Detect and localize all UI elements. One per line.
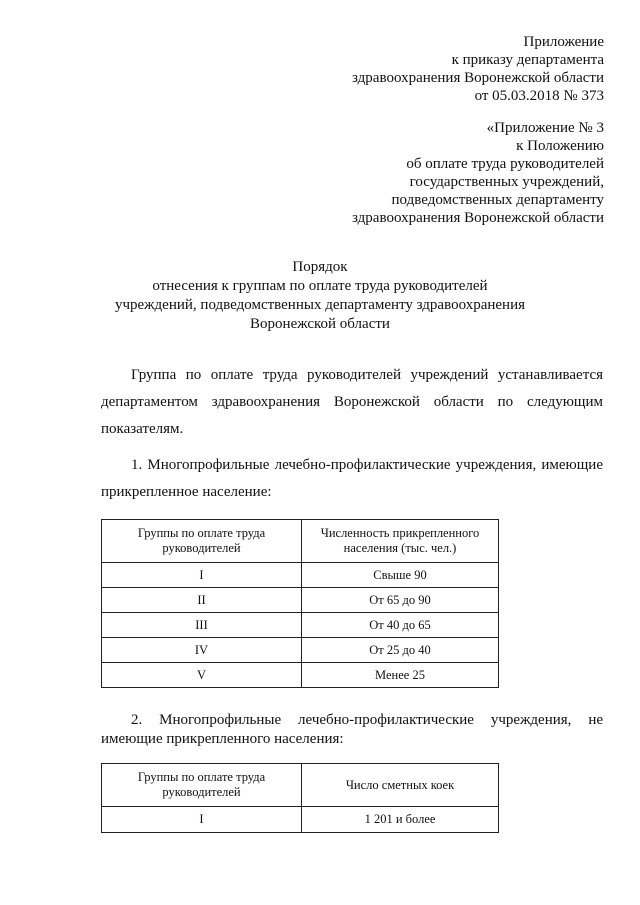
title-line: Порядок bbox=[292, 259, 348, 275]
title-line: Воронежской области bbox=[250, 316, 390, 332]
appendix-reference-line: подведомственных департаменту bbox=[391, 192, 604, 208]
table-row bbox=[102, 663, 499, 688]
column-header-beds: Число сметных коек bbox=[302, 764, 499, 807]
column-header-group: Группы по оплате труда руководителей bbox=[102, 520, 302, 563]
table-row bbox=[102, 613, 499, 638]
group-cell: II bbox=[102, 588, 302, 613]
section-1-text: 1. Многопрофильные лечебно-профилактические учреждения, имеющие прикрепленное население: bbox=[101, 457, 603, 500]
group-cell: III bbox=[102, 613, 302, 638]
document-title bbox=[0, 258, 640, 334]
appendix-reference bbox=[352, 119, 604, 227]
appendix-header-line: Приложение bbox=[523, 34, 604, 50]
hospital-beds-table bbox=[101, 763, 499, 833]
table-header-row bbox=[102, 764, 499, 807]
table-row bbox=[102, 807, 499, 833]
title-line: учреждений, подведомственных департаменту здравоохранения bbox=[114, 297, 525, 313]
population-cell: Свыше 90 bbox=[302, 563, 499, 588]
attached-population-table bbox=[101, 519, 499, 688]
title-line: отнесения к группам по оплате труда руководителей bbox=[152, 278, 488, 294]
group-cell: IV bbox=[102, 638, 302, 663]
table-row bbox=[102, 588, 499, 613]
appendix-reference-line: государственных учреждений, bbox=[409, 174, 604, 190]
population-cell: От 25 до 40 bbox=[302, 638, 499, 663]
appendix-reference-line: «Приложение № 3 bbox=[486, 120, 604, 136]
beds-cell: 1 201 и более bbox=[302, 807, 499, 833]
appendix-reference-line: к Положению bbox=[516, 138, 604, 154]
intro-paragraph-text: Группа по оплате труда руководителей учреждений устанавливается департаментом здравоохранения Воронежской области по следующим показателям. bbox=[101, 367, 603, 437]
appendix-header-line: здравоохранения Воронежской области bbox=[352, 70, 604, 86]
population-cell: Менее 25 bbox=[302, 663, 499, 688]
column-header-population: Численность прикрепленного населения (тыс. чел.) bbox=[302, 520, 499, 563]
column-header-group: Группы по оплате труда руководителей bbox=[102, 764, 302, 807]
group-cell: V bbox=[102, 663, 302, 688]
intro-paragraph bbox=[101, 362, 603, 443]
population-cell: От 65 до 90 bbox=[302, 588, 499, 613]
table-row bbox=[102, 563, 499, 588]
appendix-header-line: к приказу департамента bbox=[451, 52, 604, 68]
appendix-header bbox=[352, 33, 604, 105]
table-header-row bbox=[102, 520, 499, 563]
population-cell: От 40 до 65 bbox=[302, 613, 499, 638]
table-row bbox=[102, 638, 499, 663]
section-2-text: 2. Многопрофильные лечебно-профилактические учреждения, не имеющие прикрепленного населения: bbox=[101, 712, 603, 747]
group-cell: I bbox=[102, 807, 302, 833]
appendix-header-line: от 05.03.2018 № 373 bbox=[474, 88, 604, 104]
appendix-reference-line: здравоохранения Воронежской области bbox=[352, 210, 604, 226]
section-2-paragraph bbox=[101, 711, 603, 749]
group-cell: I bbox=[102, 563, 302, 588]
appendix-reference-line: об оплате труда руководителей bbox=[406, 156, 604, 172]
section-1-paragraph bbox=[101, 452, 603, 506]
